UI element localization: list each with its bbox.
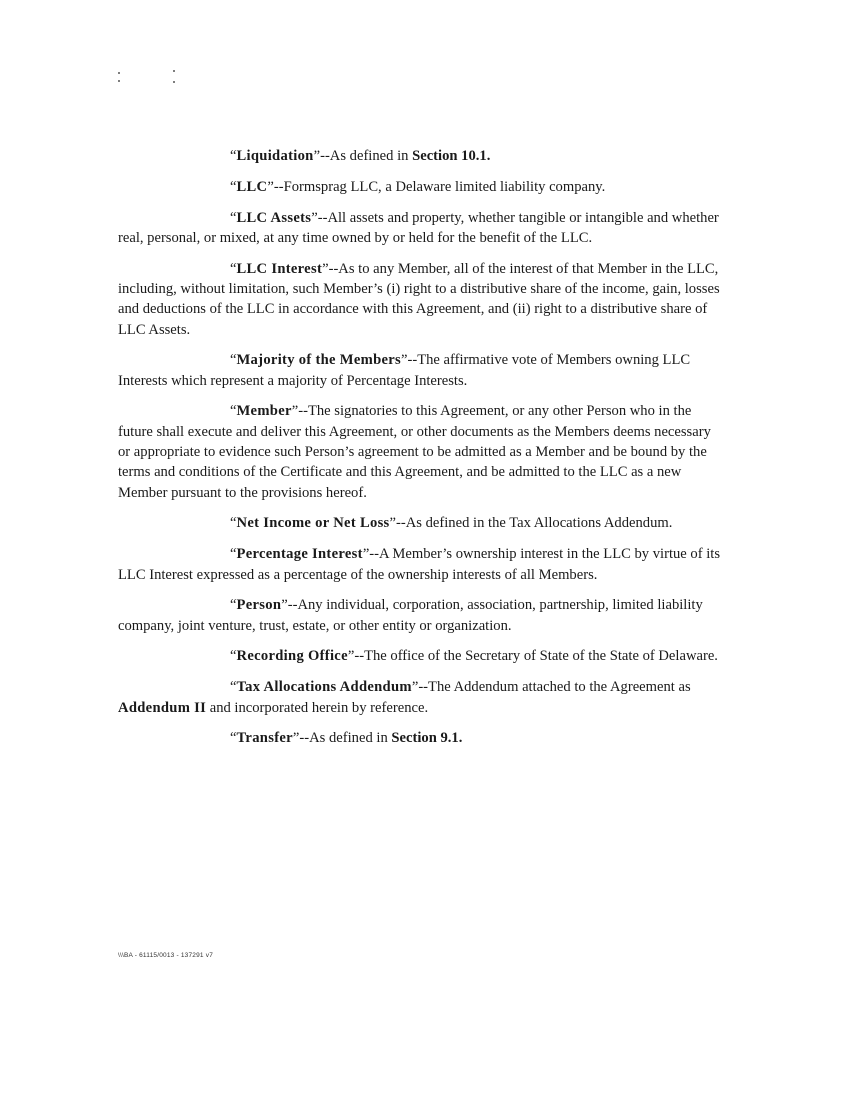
definitions-list <box>118 146 723 759</box>
definition-llc-assets: “LLC Assets”--All assets and property, whether tangible or intangible and whether real, personal, or mixed, at any time owned by or held for the benefit of the LLC. <box>118 209 719 246</box>
definition-text: ”--As to any Member, all of the interest of that Member in the LLC, including, without limitation, such Member’s (i) right to a distributive share of the income, gain, losses and deductions of the LLC in accordance with this Agreement, and (ii) right to a distributive share of LLC Assets. <box>118 260 720 338</box>
definition-term: Recording Office <box>236 648 348 665</box>
definition-text: ”--The affirmative vote of Members owning LLC Interests which represent a majority of Percentage Interests. <box>118 352 691 389</box>
definition-term: Majority of the Members <box>236 352 402 369</box>
definition-term: LLC Assets <box>236 209 312 226</box>
definition-text: ”--The signatories to this Agreement, or any other Person who in the future shall execute and deliver this Agreement, or other documents as the Members deems necessary or appropriate to evidence such Person’s agreement to be admitted as a Member and be bound by the terms and conditions of the Certificate and this Agreement, and be admitted to the LLC as a new Member pursuant to the provisions hereof. <box>118 403 711 501</box>
definition-term: Liquidation <box>236 148 314 164</box>
definition-text: ”--The Addendum attached to the Agreement as <box>411 679 691 696</box>
definition-majority-of-members: “Majority of the Members”--The affirmative vote of Members owning LLC Interests which represent a majority of Percentage Interests. <box>118 352 691 389</box>
definition-text: ”--As defined in <box>292 730 392 747</box>
definition-text: ”--Any individual, corporation, association, partnership, limited liability company, joint venture, trust, estate, or other entity or organization. <box>118 597 703 634</box>
definition-term: Transfer <box>236 730 293 747</box>
definition-term: Person <box>236 597 282 614</box>
definition-term: Tax Allocations Addendum <box>236 679 412 696</box>
definition-term: LLC Interest <box>236 260 323 277</box>
definition-transfer: “Transfer”--As defined in Section 9.1. <box>230 730 463 747</box>
definition-term: Percentage Interest <box>236 546 363 563</box>
scan-speck <box>173 70 175 72</box>
definition-llc-interest: “LLC Interest”--As to any Member, all of the interest of that Member in the LLC, including, without limitation, such Member’s (i) right to a distributive share of the income, gain, losses and deductions of the LLC in accordance with this Agreement, and (ii) right to a distributive share of LLC Assets. <box>118 260 720 338</box>
definition-llc: “LLC”--Formsprag LLC, a Delaware limited liability company. <box>230 178 606 195</box>
definition-recording-office: “Recording Office”--The office of the Secretary of State of the State of Delaware. <box>230 648 718 665</box>
definition-tax-allocations-addendum: “Tax Allocations Addendum”--The Addendum attached to the Agreement as Addendum II and incorporated herein by reference. <box>118 679 691 716</box>
definition-text: ”--All assets and property, whether tangible or intangible and whether real, personal, or mixed, at any time owned by or held for the benefit of the LLC. <box>118 209 719 246</box>
definition-percentage-interest: “Percentage Interest”--A Member’s ownership interest in the LLC by virtue of its LLC Interest expressed as a percentage of the ownership interests of all Members. <box>118 546 721 583</box>
definition-text: ”--As defined in the Tax Allocations Addendum. <box>389 515 673 532</box>
definition-liquidation: “Liquidation”--As defined in Section 10.1. <box>230 148 491 164</box>
definition-member: “Member”--The signatories to this Agreement, or any other Person who in the future shall execute and deliver this Agreement, or other documents as the Members deems necessary or appropriate to evidence such Person’s agreement to be admitted as a Member and be bound by the terms and conditions of the Certificate and this Agreement, and be admitted to the LLC as a new Member pursuant to the provisions hereof. <box>118 403 711 501</box>
definition-text: ”--Formsprag LLC, a Delaware limited liability company. <box>267 178 606 195</box>
addendum-reference: Addendum II <box>118 699 207 716</box>
definition-term: Net Income or Net Loss <box>236 515 390 532</box>
section-reference: Section 10.1 <box>412 148 487 164</box>
definition-person: “Person”--Any individual, corporation, association, partnership, limited liability company, joint venture, trust, estate, or other entity or organization. <box>118 597 703 634</box>
scan-speck <box>118 72 120 74</box>
scan-speck <box>173 81 175 83</box>
document-id-footer: \\\BA - 61115/0013 - 137291 v7 <box>118 952 214 959</box>
definition-text: ”--The office of the Secretary of State of the State of Delaware. <box>347 648 718 665</box>
definition-term: Member <box>236 403 292 420</box>
section-reference: Section 9.1 <box>391 730 459 747</box>
definition-text: ”--A Member’s ownership interest in the LLC by virtue of its LLC Interest expressed as a percentage of the ownership interests of all Members. <box>118 546 721 583</box>
definition-net-income: “Net Income or Net Loss”--As defined in the Tax Allocations Addendum. <box>230 515 673 532</box>
definition-term: LLC <box>236 178 268 195</box>
scan-speck <box>118 80 120 82</box>
